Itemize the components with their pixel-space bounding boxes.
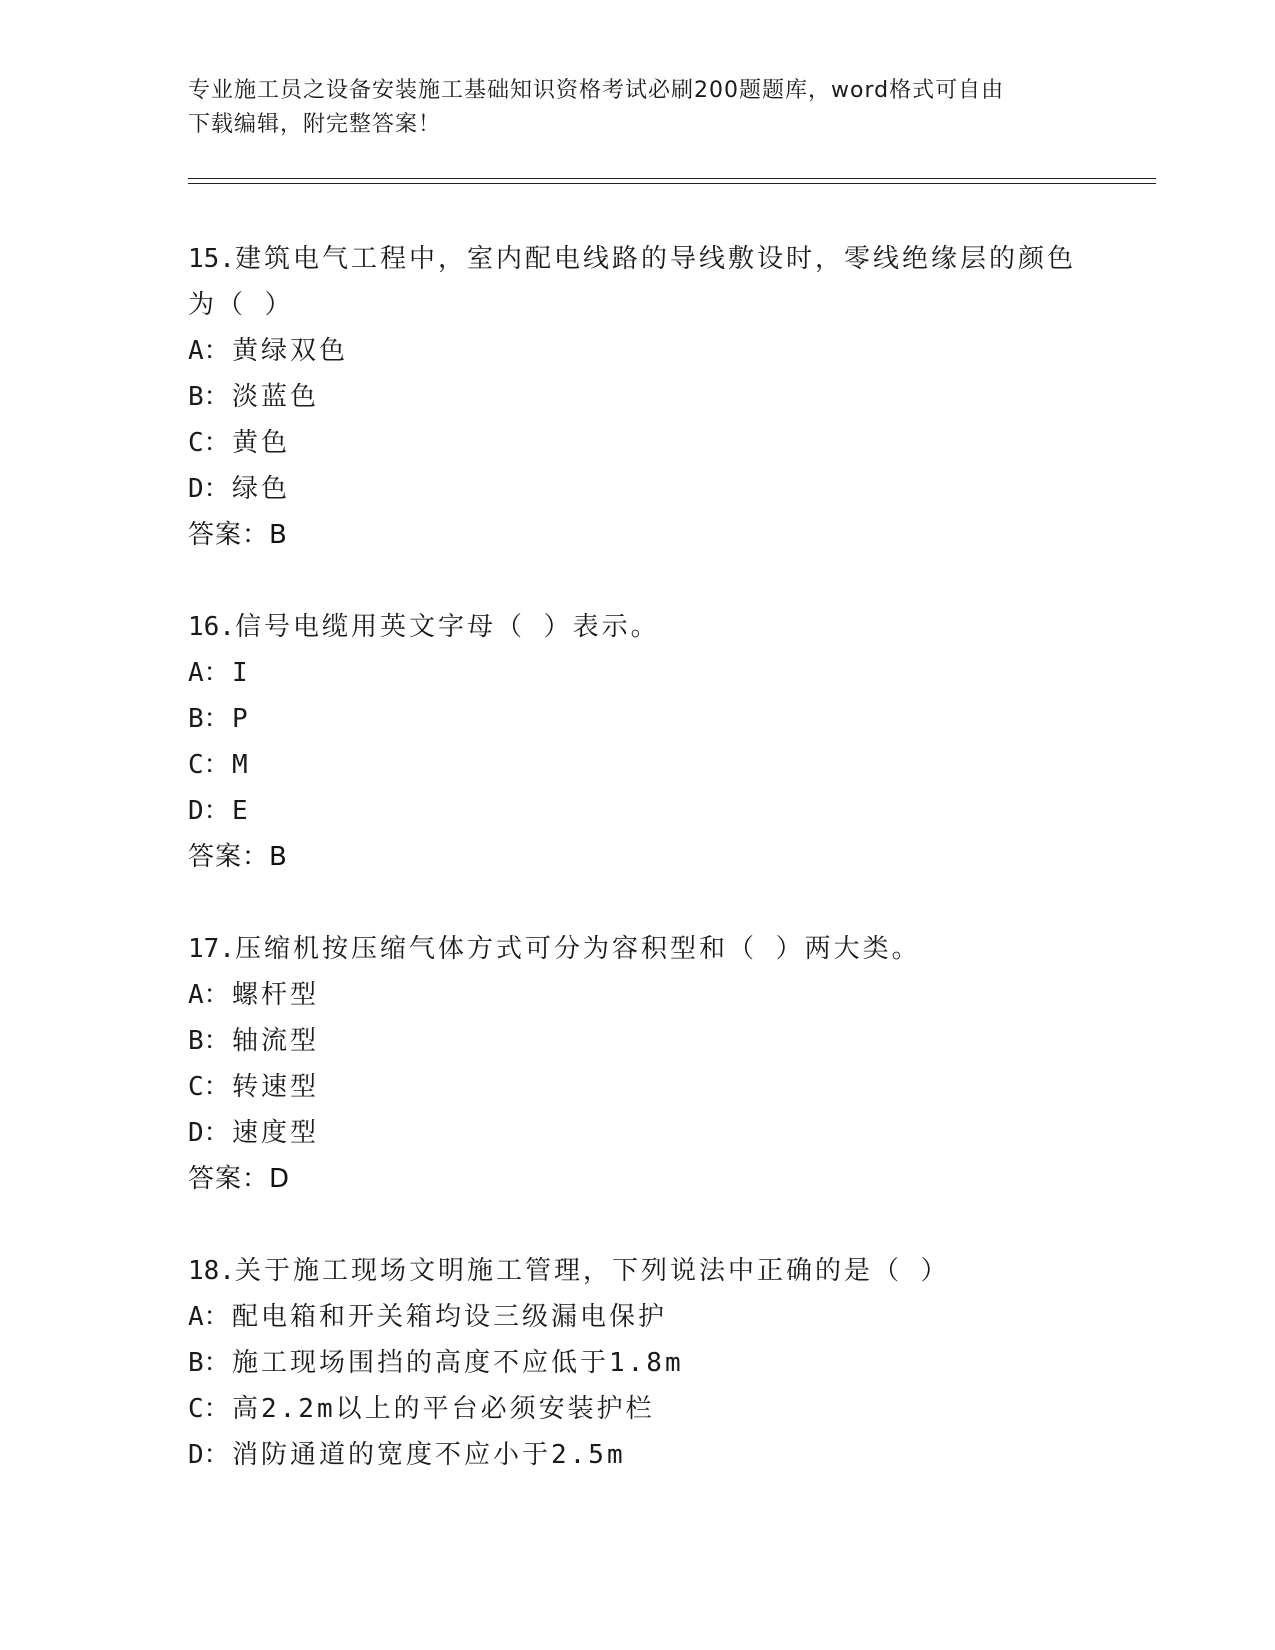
option-key: D： bbox=[188, 474, 230, 504]
option-text: M bbox=[232, 750, 251, 780]
option-text: 绿色 bbox=[232, 474, 291, 504]
option-text: 黄色 bbox=[232, 428, 291, 458]
question-text-line-1: 建筑电气工程中，室内配电线路的导线敷设时，零线绝缘层的颜色 bbox=[234, 244, 1076, 274]
option-text: 配电箱和开关箱均设三级漏电保护 bbox=[232, 1302, 668, 1332]
option-b bbox=[188, 696, 1088, 742]
question-17 bbox=[188, 926, 1088, 1202]
question-number: 17. bbox=[188, 934, 235, 964]
answer-line: 答案：B bbox=[188, 520, 288, 550]
option-a bbox=[188, 1294, 1088, 1340]
option-key: B： bbox=[188, 382, 230, 412]
option-c bbox=[188, 420, 1088, 466]
option-b bbox=[188, 1018, 1088, 1064]
option-d bbox=[188, 1110, 1088, 1156]
option-text: 消防通道的宽度不应小于2.5m bbox=[232, 1440, 626, 1470]
question-number: 15. bbox=[188, 244, 235, 274]
question-18 bbox=[188, 1248, 1088, 1478]
question-text bbox=[188, 926, 1088, 972]
option-c bbox=[188, 742, 1088, 788]
option-text: I bbox=[232, 658, 251, 688]
header-line-2: 下载编辑，附完整答案！ bbox=[188, 112, 442, 137]
option-text: 速度型 bbox=[232, 1118, 320, 1148]
option-key: A： bbox=[188, 980, 230, 1010]
question-list bbox=[188, 236, 1088, 1524]
question-text bbox=[188, 1248, 1088, 1294]
option-text: 淡蓝色 bbox=[232, 382, 320, 412]
option-d bbox=[188, 466, 1088, 512]
option-b bbox=[188, 374, 1088, 420]
question-number: 18. bbox=[188, 1256, 235, 1286]
option-key: B： bbox=[188, 704, 230, 734]
question-text-line-1: 压缩机按压缩气体方式可分为容积型和（ ）两大类。 bbox=[234, 934, 921, 964]
question-text-line-2: 为（ ） bbox=[188, 290, 294, 320]
option-text: 转速型 bbox=[232, 1072, 320, 1102]
option-text: 轴流型 bbox=[232, 1026, 320, 1056]
header-rule-bottom bbox=[188, 183, 1156, 184]
option-key: C： bbox=[188, 1072, 230, 1102]
question-text-line-1: 关于施工现场文明施工管理，下列说法中正确的是（ ） bbox=[234, 1256, 950, 1286]
question-16 bbox=[188, 604, 1088, 880]
option-text: 高2.2m以上的平台必须安装护栏 bbox=[232, 1394, 655, 1424]
question-number: 16. bbox=[188, 612, 235, 642]
option-a bbox=[188, 650, 1088, 696]
header-line-1: 专业施工员之设备安装施工基础知识资格考试必刷200题题库，word格式可自由 bbox=[188, 78, 1005, 103]
option-key: B： bbox=[188, 1348, 230, 1378]
option-key: A： bbox=[188, 336, 230, 366]
option-d bbox=[188, 788, 1088, 834]
option-key: D： bbox=[188, 796, 230, 826]
header-rule-top bbox=[188, 178, 1156, 179]
option-text: 施工现场围挡的高度不应低于1.8m bbox=[232, 1348, 684, 1378]
option-key: C： bbox=[188, 1394, 230, 1424]
option-key: C： bbox=[188, 750, 230, 780]
option-key: D： bbox=[188, 1440, 230, 1470]
option-d bbox=[188, 1432, 1088, 1478]
option-c bbox=[188, 1386, 1088, 1432]
answer-line: 答案：D bbox=[188, 1164, 291, 1194]
option-a bbox=[188, 328, 1088, 374]
option-key: D： bbox=[188, 1118, 230, 1148]
option-text: P bbox=[232, 704, 251, 734]
question-text bbox=[188, 236, 1088, 282]
question-text-line-1: 信号电缆用英文字母（ ）表示。 bbox=[234, 612, 660, 642]
option-key: B： bbox=[188, 1026, 230, 1056]
question-15 bbox=[188, 236, 1088, 558]
option-b bbox=[188, 1340, 1088, 1386]
option-key: A： bbox=[188, 1302, 230, 1332]
option-text: 螺杆型 bbox=[232, 980, 320, 1010]
option-key: A： bbox=[188, 658, 230, 688]
option-c bbox=[188, 1064, 1088, 1110]
option-key: C： bbox=[188, 428, 230, 458]
question-text bbox=[188, 604, 1088, 650]
document-header bbox=[188, 74, 1068, 142]
option-text: E bbox=[232, 796, 251, 826]
option-text: 黄绿双色 bbox=[232, 336, 349, 366]
answer-line: 答案：B bbox=[188, 842, 288, 872]
option-a bbox=[188, 972, 1088, 1018]
